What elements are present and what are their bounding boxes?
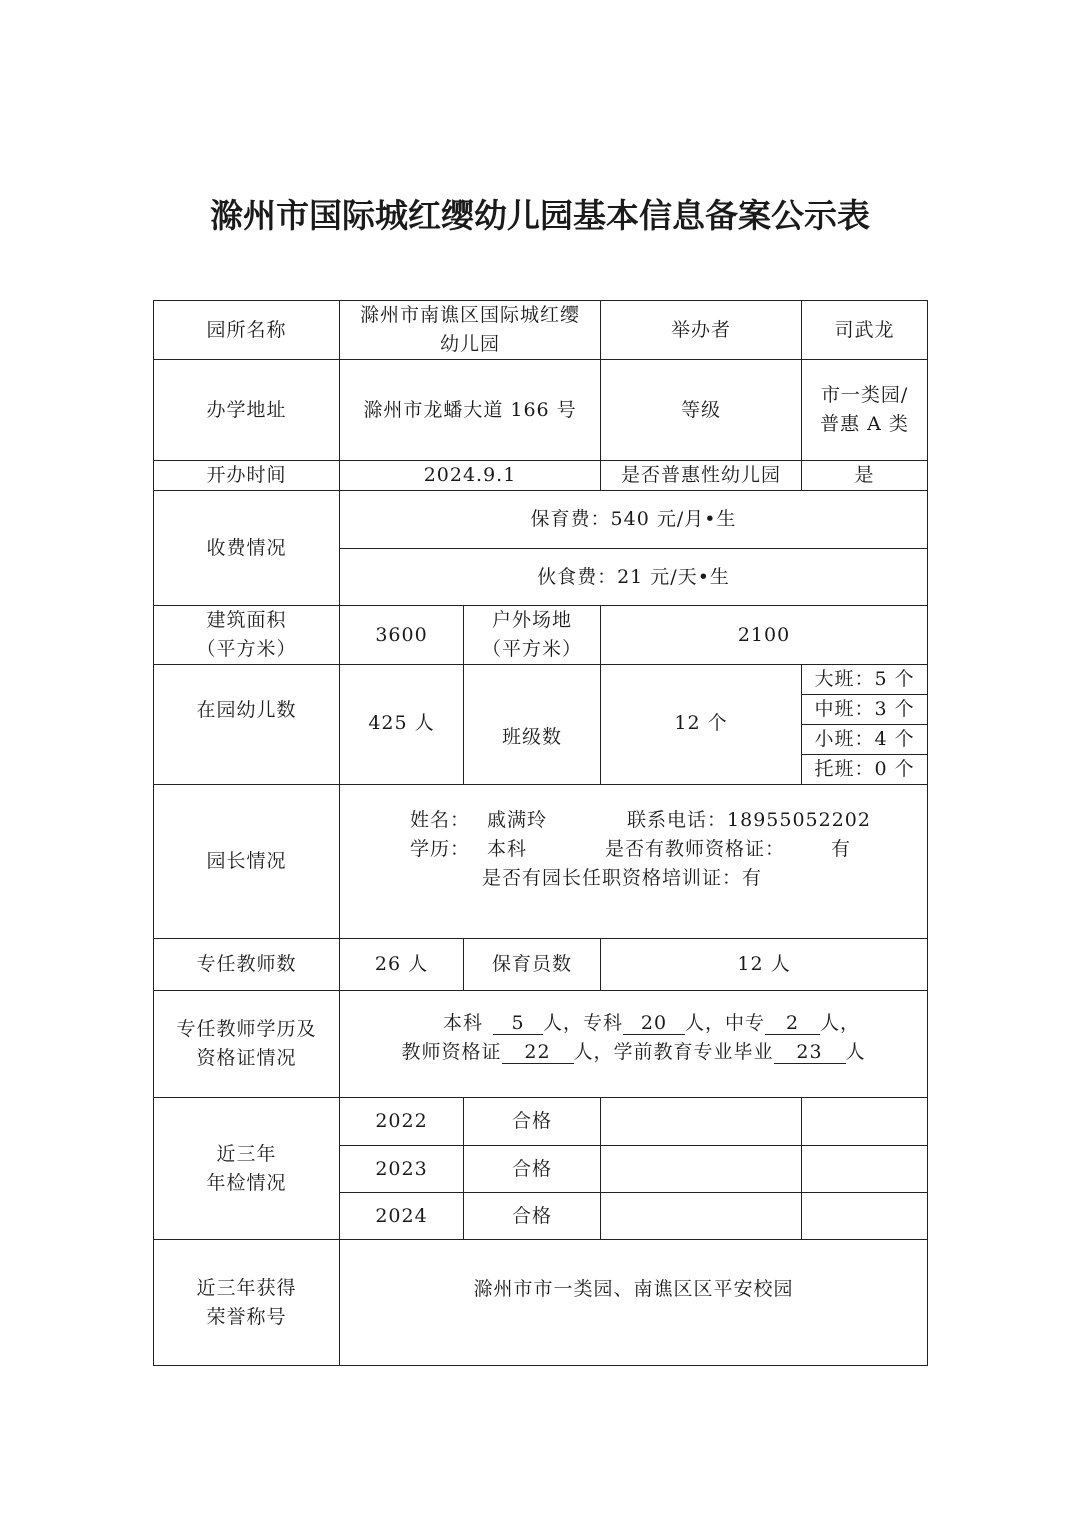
teacher-edu-block [340, 1009, 927, 1067]
edu-unit1: 人， [820, 1012, 861, 1034]
principal-phone: 18955052202 [727, 809, 871, 831]
fee-care: 保育费：540 元/月•生 [340, 491, 928, 549]
teacher-edu-label-line1: 专任教师学历及 [176, 1018, 317, 1040]
building-label-line2: （平方米） [196, 638, 297, 660]
honors-label-line1: 近三年获得 [196, 1276, 297, 1299]
grade-value-line2: 普惠 A 类 [820, 413, 909, 435]
children-label [154, 665, 340, 785]
row-fee-care [154, 491, 928, 549]
caregivers-count: 12 人 [601, 939, 928, 991]
teachers-label: 专任教师数 [154, 939, 340, 991]
principal-cert-label: 是否有教师资格证： [605, 838, 786, 860]
inspection-result: 合格 [464, 1193, 601, 1240]
outdoor-label-line1: 户外场地 [492, 609, 573, 631]
row-inspection-2022 [154, 1098, 928, 1146]
edu-preschool-count: 23 [774, 1041, 846, 1064]
classes-label [464, 665, 601, 785]
fee-meal: 伙食费：21 元/天•生 [340, 549, 928, 606]
address-label: 办学地址 [154, 360, 340, 461]
row-teacher-edu [154, 991, 928, 1098]
address-value: 滁州市龙蟠大道 166 号 [340, 360, 601, 461]
inspection-result: 合格 [464, 1146, 601, 1193]
grade-value [802, 360, 928, 461]
building-label [154, 606, 340, 665]
honors-text: 滁州市市一类园、南谯区区平安校园 [473, 1278, 794, 1300]
inspection-blank [601, 1146, 802, 1193]
principal-name-label: 姓名： [410, 809, 471, 831]
outdoor-area: 2100 [601, 606, 928, 665]
edu-unit2: 人 [845, 1041, 866, 1063]
row-open-date [154, 461, 928, 491]
building-label-line1: 建筑面积 [206, 609, 287, 631]
inspection-label-line1: 近三年 [216, 1142, 277, 1165]
inspection-blank [802, 1146, 928, 1193]
inspection-year: 2024 [340, 1193, 464, 1240]
outdoor-label-line2: （平方米） [482, 638, 583, 660]
principal-phone-label: 联系电话： [627, 809, 728, 831]
principal-line2 [410, 835, 927, 864]
page-title: 滁州市国际城红缨幼儿园基本信息备案公示表 [210, 196, 870, 235]
edu-bachelor-label: 本科 [442, 1012, 483, 1034]
children-count-text: 425 人 [368, 712, 435, 734]
inspection-blank [802, 1098, 928, 1146]
edu-cert-count: 22 [502, 1041, 574, 1064]
classes-count-text: 12 个 [674, 712, 728, 734]
principal-line1 [410, 806, 927, 835]
info-table [153, 300, 928, 1366]
inspection-result: 合格 [464, 1098, 601, 1146]
principal-edu: 本科 [487, 838, 528, 860]
organizer-label: 举办者 [601, 301, 802, 360]
principal-info [340, 785, 928, 939]
open-date-label: 开办时间 [154, 461, 340, 491]
inspection-year: 2022 [340, 1098, 464, 1146]
open-date-value: 2024.9.1 [340, 461, 601, 491]
class-mid: 中班：3 个 [802, 695, 928, 725]
edu-college-count: 20 [623, 1012, 685, 1035]
inspection-blank [601, 1098, 802, 1146]
children-count [340, 665, 464, 785]
edu-college-label: 人，专科 [542, 1012, 623, 1034]
row-staff [154, 939, 928, 991]
fee-label: 收费情况 [154, 491, 340, 606]
edu-secondary-label: 人，中专 [685, 1012, 766, 1034]
class-big: 大班：5 个 [802, 665, 928, 695]
class-small: 小班：4 个 [802, 725, 928, 755]
edu-preschool-label: 人，学前教育专业毕业 [573, 1041, 774, 1063]
row-principal [154, 785, 928, 939]
honors-value [340, 1240, 928, 1366]
principal-name: 戚满玲 [487, 809, 548, 831]
class-nursery: 托班：0 个 [802, 755, 928, 785]
name-label: 园所名称 [154, 301, 340, 360]
inspection-label-line2: 年检情况 [206, 1171, 287, 1194]
row-honors [154, 1240, 928, 1366]
classes-label-text: 班级数 [502, 726, 563, 748]
teacher-edu-label [154, 991, 340, 1098]
teacher-edu-line2 [340, 1038, 927, 1067]
inspection-label [154, 1098, 340, 1240]
organizer-value: 司武龙 [802, 301, 928, 360]
teachers-count: 26 人 [340, 939, 464, 991]
honors-label [154, 1240, 340, 1366]
row-area [154, 606, 928, 665]
principal-info-block [340, 806, 927, 893]
teacher-edu-value [340, 991, 928, 1098]
principal-training: 有 [742, 867, 763, 889]
name-value [340, 301, 601, 360]
principal-line3 [410, 864, 927, 893]
grade-label: 等级 [601, 360, 802, 461]
edu-cert-label: 教师资格证 [401, 1041, 502, 1063]
name-value-line2: 幼儿园 [440, 333, 501, 355]
row-children-1 [154, 665, 928, 695]
classes-count [601, 665, 802, 785]
honors-label-line2: 荣誉称号 [206, 1305, 287, 1328]
children-label-text: 在园幼儿数 [196, 699, 297, 721]
principal-edu-label: 学历： [410, 838, 471, 860]
outdoor-label [464, 606, 601, 665]
teacher-edu-label-line2: 资格证情况 [196, 1047, 297, 1069]
inspection-blank [601, 1193, 802, 1240]
principal-label: 园长情况 [154, 785, 340, 939]
row-address [154, 360, 928, 461]
principal-training-label: 是否有园长任职资格培训证： [482, 867, 743, 889]
edu-secondary-count: 2 [765, 1012, 820, 1035]
puhui-value: 是 [802, 461, 928, 491]
caregivers-label: 保育员数 [464, 939, 601, 991]
name-value-line1: 滁州市南谯区国际城红缨 [360, 304, 581, 326]
puhui-label: 是否普惠性幼儿园 [601, 461, 802, 491]
inspection-year: 2023 [340, 1146, 464, 1193]
principal-cert: 有 [831, 838, 852, 860]
building-area: 3600 [340, 606, 464, 665]
row-name [154, 301, 928, 360]
teacher-edu-line1 [340, 1009, 927, 1038]
inspection-blank [802, 1193, 928, 1240]
edu-bachelor-count: 5 [493, 1012, 543, 1035]
grade-value-line1: 市一类园/ [820, 384, 909, 406]
